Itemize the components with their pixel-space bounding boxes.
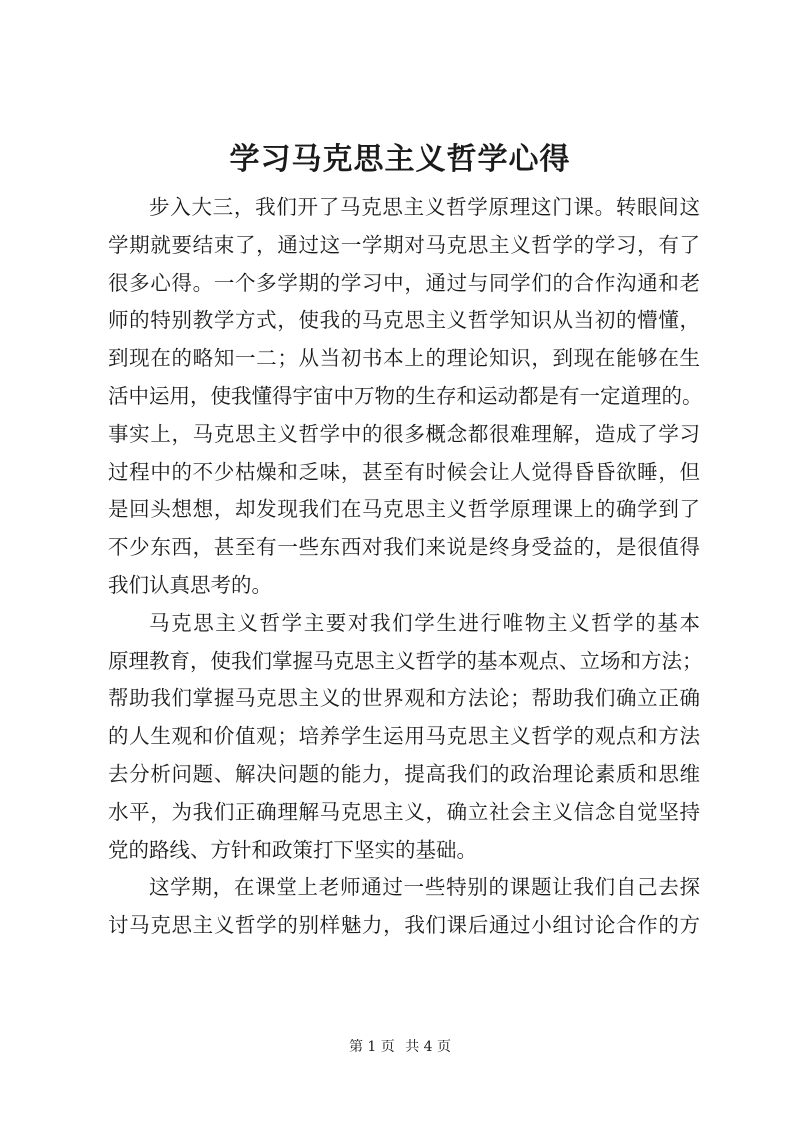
page-total: 共 4 页 (405, 1039, 452, 1055)
paragraph-line: 到现在的略知一二；从当初书本上的理论知识，到现在能够在生 (108, 346, 700, 371)
paragraph-line: 很多心得。一个多学期的学习中，通过与同学们的合作沟通和老 (108, 270, 700, 295)
paragraph-line: 学期就要结束了，通过这一学期对马克思主义哲学的学习，有了 (108, 232, 700, 257)
page-number: 第 1 页 (348, 1039, 395, 1055)
paragraph-line: 事实上，马克思主义哲学中的很多概念都很难理解，造成了学习 (108, 421, 700, 446)
document-body (108, 189, 703, 945)
paragraph-line: 师的特别教学方式，使我的马克思主义哲学知识从当初的懵懂， (108, 308, 700, 333)
paragraph-line: 活中运用，使我懂得宇宙中万物的生存和运动都是有一定道理的。 (108, 383, 703, 408)
paragraph-line: 这学期，在课堂上老师通过一些特别的课题让我们自己去探 (149, 875, 700, 900)
document-title: 学习马克思主义哲学心得 (229, 142, 571, 177)
paragraph-line: 是回头想想，却发现我们在马克思主义哲学原理课上的确学到了 (108, 497, 700, 522)
paragraph-line: 过程中的不少枯燥和乏味，甚至有时候会让人觉得昏昏欲睡，但 (108, 459, 700, 484)
paragraph-line: 不少东西，甚至有一些东西对我们来说是终身受益的，是很值得 (108, 535, 700, 560)
paragraph-line: 步入大三，我们开了马克思主义哲学原理这门课。转眼间这 (149, 195, 700, 219)
paragraph-line: 我们认真思考的。 (108, 572, 272, 597)
paragraph-line: 讨马克思主义哲学的别样魅力，我们课后通过小组讨论合作的方 (108, 913, 700, 938)
paragraph-line: 党的路线、方针和政策打下坚实的基础。 (108, 837, 477, 862)
paragraph-line: 水平，为我们正确理解马克思主义，确立社会主义信念自觉坚持 (108, 799, 700, 824)
paragraph-line: 的人生观和价值观；培养学生运用马克思主义哲学的观点和方法 (108, 724, 700, 749)
paragraph-line: 帮助我们掌握马克思主义的世界观和方法论；帮助我们确立正确 (108, 686, 700, 711)
paragraph-line: 去分析问题、解决问题的能力，提高我们的政治理论素质和思维 (108, 761, 700, 786)
page-footer (0, 1037, 800, 1057)
paragraph-line: 原理教育，使我们掌握马克思主义哲学的基本观点、立场和方法； (108, 648, 703, 673)
paragraph-line: 马克思主义哲学主要对我们学生进行唯物主义哲学的基本 (149, 610, 700, 635)
